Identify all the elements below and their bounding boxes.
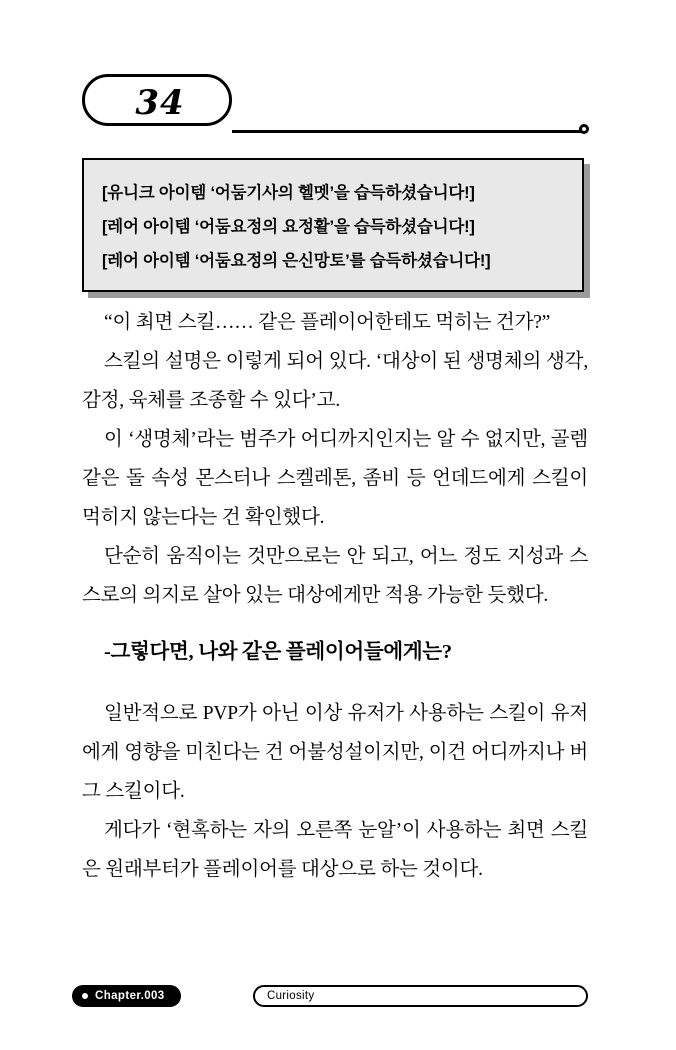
chapter-number: 34 (135, 83, 185, 123)
body-text (82, 303, 588, 889)
header-divider-line (232, 130, 584, 133)
paragraph-dialogue: “이 최면 스킬…… 같은 플레이어한테도 먹히는 건가?” (104, 312, 551, 333)
paragraph-spacer (82, 672, 588, 694)
header-end-dot-icon (579, 124, 589, 134)
page-footer (0, 985, 676, 1021)
footer-title-badge (253, 985, 588, 1007)
chapter-header (82, 74, 592, 142)
bullet-dot-icon (82, 993, 88, 999)
footer-chapter-label: Chapter.003 (95, 990, 165, 1002)
system-message-line: [레어 아이템 ‘어둠요정의 요정활’을 습득하셨습니다!] (102, 218, 475, 236)
paragraph: 스킬의 설명은 이렇게 되어 있다. ‘대상이 된 생명체의 생각, 감정, 육체를 조종할 수 있다’고. (82, 351, 588, 411)
system-message-line: [유니크 아이템 ‘어둠기사의 헬멧’을 습득하셨습니다!] (102, 184, 475, 202)
chapter-number-badge (82, 74, 232, 126)
paragraph: 단순히 움직이는 것만으로는 안 되고, 어느 정도 지성과 스스로의 의지로 살아 있는 대상에게만 적용 가능한 듯했다. (82, 546, 588, 606)
paragraph: 게다가 ‘현혹하는 자의 오른쪽 눈알’이 사용하는 최면 스킬은 원래부터가 플레이어를 대상으로 하는 것이다. (82, 820, 588, 880)
footer-chapter-badge (72, 985, 181, 1007)
paragraph: 이 ‘생명체’라는 범주가 어디까지인지는 알 수 없지만, 골렘 같은 돌 속성 몬스터나 스켈레톤, 좀비 등 언데드에게 스킬이 먹히지 않는다는 건 확인했다. (82, 429, 588, 528)
emphasis-line: -그렇다면, 나와 같은 플레이어들에게는? (104, 641, 452, 663)
footer-title-label: Curiosity (267, 990, 315, 1002)
paragraph: 일반적으로 PVP가 아닌 이상 유저가 사용하는 스킬이 유저에게 영향을 미친다는 건 어불성설이지만, 이건 어디까지나 버그 스킬이다. (82, 703, 588, 802)
system-message-box (82, 158, 584, 292)
system-message-line: [레어 아이템 ‘어둠요정의 은신망토’를 습득하셨습니다!] (102, 252, 491, 270)
